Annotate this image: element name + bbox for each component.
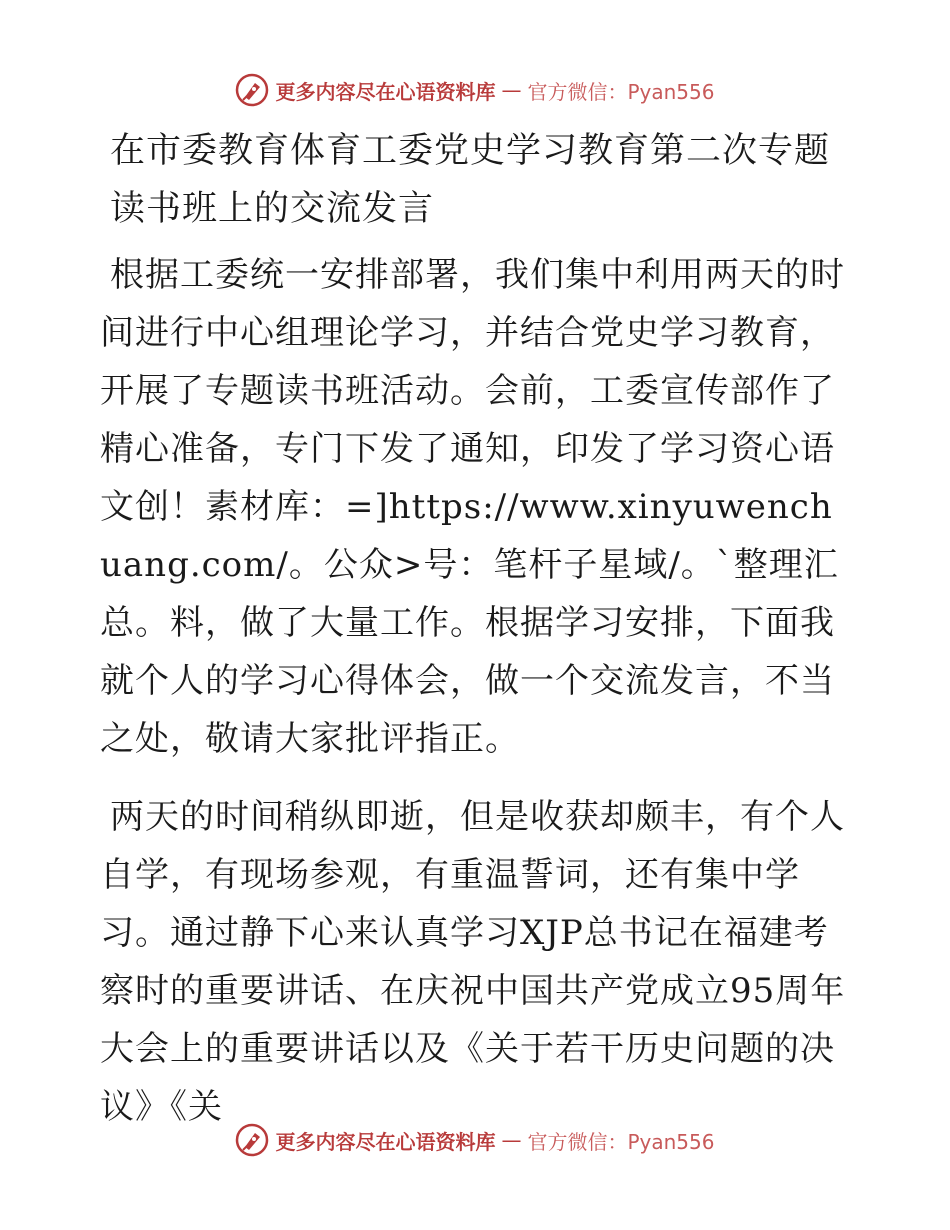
- document-body: [100, 122, 852, 1156]
- watermark-site-text: 更多内容尽在心语资料库: [275, 79, 496, 104]
- watermark-contact-text: 官方微信：Pyan556: [527, 1129, 715, 1154]
- document-title: 在市委教育体育工委党史学习教育第二次专题读书班上的交流发言: [110, 131, 831, 229]
- footer-watermark-banner: [0, 1122, 950, 1158]
- watermark-site-text: 更多内容尽在心语资料库: [275, 1129, 496, 1154]
- watermark-separator: —: [501, 78, 522, 102]
- pen-nib-logo-icon: [235, 1123, 269, 1157]
- pen-nib-logo-icon: [235, 73, 269, 107]
- watermark-separator: —: [501, 1128, 522, 1152]
- header-watermark-banner: [0, 72, 950, 108]
- watermark-contact-text: 官方微信：Pyan556: [527, 79, 715, 104]
- paragraph-1: 根据工委统一安排部署，我们集中利用两天的时间进行中心组理论学习，并结合党史学习教育，开展了专题读书班活动。会前，工委宣传部作了精心准备，专门下发了通知，印发了学习资心语文创！素材库：=]https://www.xinyuwenchuang.com/。公众>号：笔杆子星域/。`整理汇总。料，做了大量工作。根据学习安排，下面我就个人的学习心得体会，做一个交流发言，不当之处，敬请大家批评指正。: [100, 255, 845, 759]
- paragraph-2: 两天的时间稍纵即逝，但是收获却颇丰，有个人自学，有现场参观，有重温誓词，还有集中学习。通过静下心来认真学习XJP总书记在福建考察时的重要讲话、在庆祝中国共产党成立95周年大会上的重要讲话以及《关于若干历史问题的决议》《关: [100, 797, 846, 1127]
